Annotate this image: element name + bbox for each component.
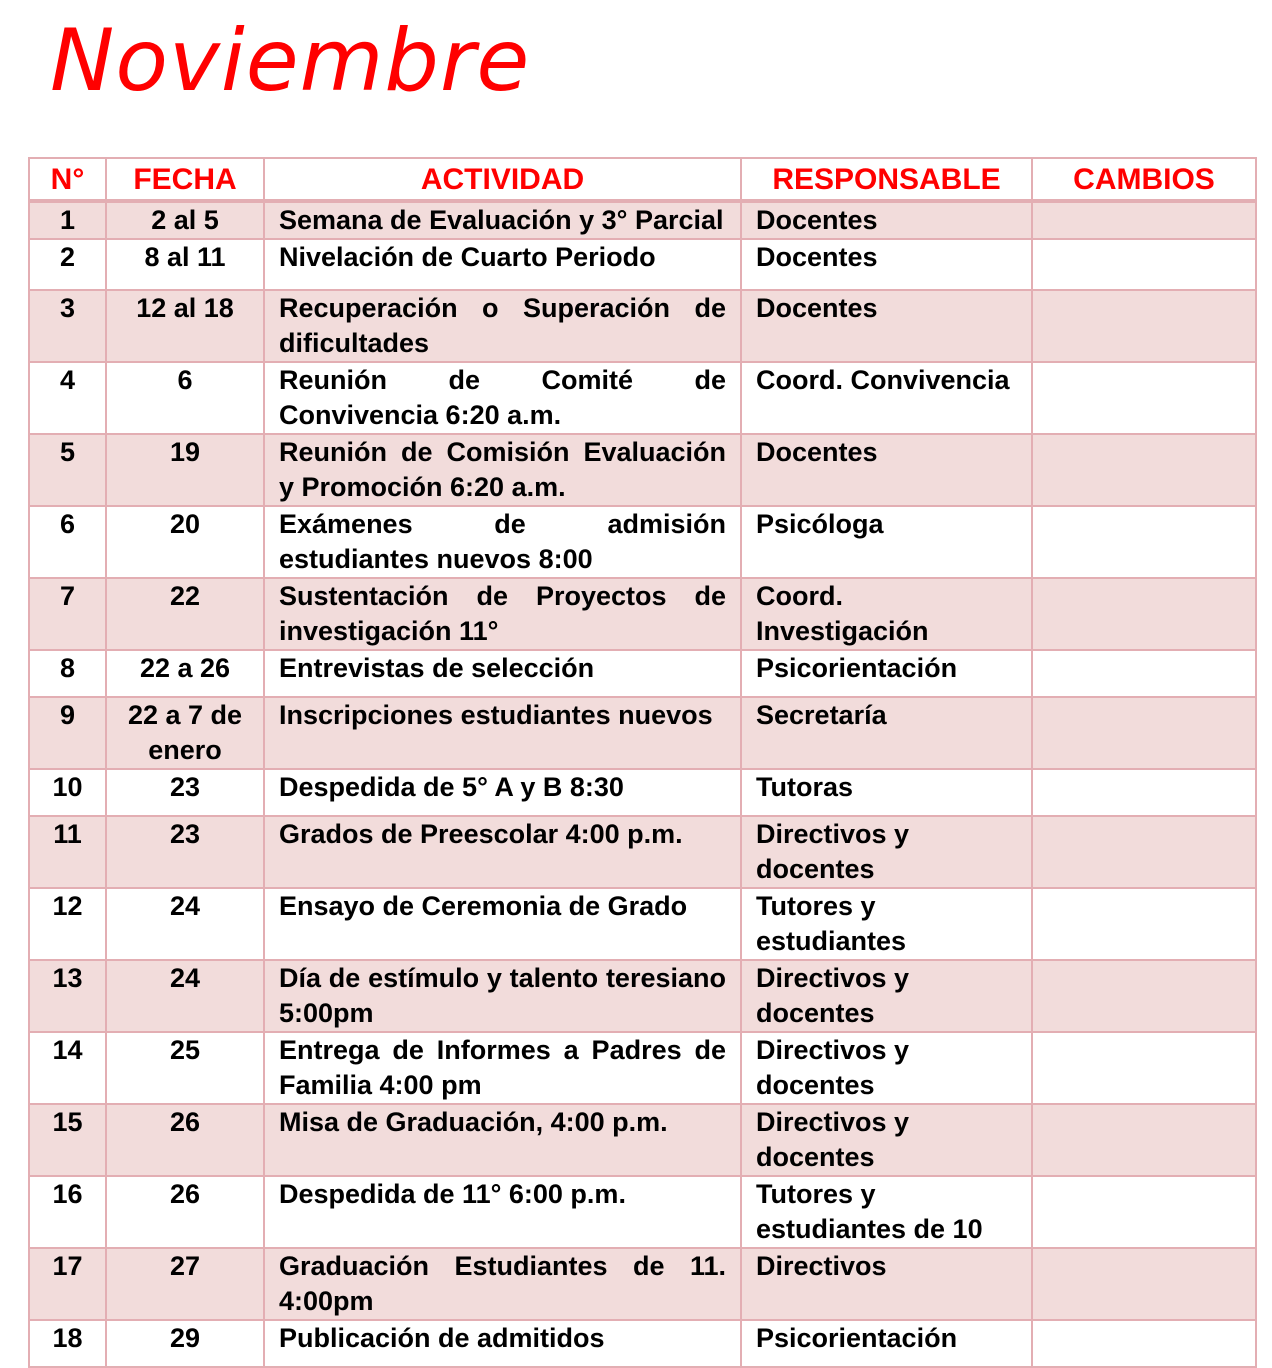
- cell-responsible: Directivos y docentes: [741, 1032, 1032, 1104]
- cell-num: 17: [29, 1248, 106, 1320]
- cell-responsible: Tutores y estudiantes de 10: [741, 1176, 1032, 1248]
- cell-activity: Publicación de admitidos: [264, 1320, 741, 1367]
- cell-date: 19: [106, 434, 264, 506]
- table-row: [29, 816, 1256, 888]
- cell-changes: [1032, 888, 1256, 960]
- header-changes: CAMBIOS: [1032, 158, 1256, 201]
- cell-num: 14: [29, 1032, 106, 1104]
- cell-changes: [1032, 578, 1256, 650]
- cell-activity: Reunión de Comité de Convivencia 6:20 a.m.: [264, 362, 741, 434]
- table-row: [29, 506, 1256, 578]
- cell-changes: [1032, 1032, 1256, 1104]
- table-row: [29, 650, 1256, 697]
- cell-date: 23: [106, 816, 264, 888]
- cell-num: 9: [29, 697, 106, 769]
- cell-num: 10: [29, 769, 106, 816]
- table-row: [29, 362, 1256, 434]
- cell-num: 15: [29, 1104, 106, 1176]
- cell-responsible: Directivos y docentes: [741, 960, 1032, 1032]
- cell-activity: Recuperación o Superación de dificultades: [264, 290, 741, 362]
- header-responsible: RESPONSABLE: [741, 158, 1032, 201]
- cell-num: 3: [29, 290, 106, 362]
- cell-responsible: Docentes: [741, 201, 1032, 239]
- table-row: [29, 769, 1256, 816]
- cell-changes: [1032, 201, 1256, 239]
- cell-responsible: Docentes: [741, 434, 1032, 506]
- cell-num: 2: [29, 239, 106, 290]
- table-row: [29, 434, 1256, 506]
- cell-num: 5: [29, 434, 106, 506]
- cell-date: 22: [106, 578, 264, 650]
- table-row: [29, 290, 1256, 362]
- cell-num: 8: [29, 650, 106, 697]
- table-row: [29, 578, 1256, 650]
- cell-changes: [1032, 506, 1256, 578]
- cell-date: 6: [106, 362, 264, 434]
- cell-responsible: Psicóloga: [741, 506, 1032, 578]
- cell-activity: Grados de Preescolar 4:00 p.m.: [264, 816, 741, 888]
- cell-date: 12 al 18: [106, 290, 264, 362]
- cell-date: 29: [106, 1320, 264, 1367]
- header-num: N°: [29, 158, 106, 201]
- cell-activity: Día de estímulo y talento teresiano 5:00pm: [264, 960, 741, 1032]
- cell-responsible: Psicorientación: [741, 1320, 1032, 1367]
- cell-changes: [1032, 1248, 1256, 1320]
- table-row: [29, 697, 1256, 769]
- table-row: [29, 239, 1256, 290]
- cell-responsible: Directivos: [741, 1248, 1032, 1320]
- cell-changes: [1032, 769, 1256, 816]
- table-row: [29, 960, 1256, 1032]
- cell-activity: Sustentación de Proyectos de investigación 11°: [264, 578, 741, 650]
- cell-activity: Exámenes de admisión estudiantes nuevos 8:00: [264, 506, 741, 578]
- cell-changes: [1032, 362, 1256, 434]
- cell-changes: [1032, 697, 1256, 769]
- cell-responsible: Coord. Investigación: [741, 578, 1032, 650]
- cell-date: 26: [106, 1176, 264, 1248]
- cell-num: 12: [29, 888, 106, 960]
- cell-responsible: Psicorientación: [741, 650, 1032, 697]
- cell-num: 11: [29, 816, 106, 888]
- cell-activity: Graduación Estudiantes de 11. 4:00pm: [264, 1248, 741, 1320]
- cell-num: 7: [29, 578, 106, 650]
- cell-changes: [1032, 816, 1256, 888]
- schedule-table: [28, 157, 1257, 1368]
- cell-date: 27: [106, 1248, 264, 1320]
- header-date: FECHA: [106, 158, 264, 201]
- cell-responsible: Docentes: [741, 290, 1032, 362]
- cell-activity: Inscripciones estudiantes nuevos: [264, 697, 741, 769]
- cell-changes: [1032, 1104, 1256, 1176]
- cell-date: 24: [106, 960, 264, 1032]
- cell-num: 16: [29, 1176, 106, 1248]
- cell-activity: Nivelación de Cuarto Periodo: [264, 239, 741, 290]
- cell-responsible: Docentes: [741, 239, 1032, 290]
- table-row: [29, 888, 1256, 960]
- table-row: [29, 1320, 1256, 1367]
- cell-responsible: Directivos y docentes: [741, 816, 1032, 888]
- cell-activity: Semana de Evaluación y 3° Parcial: [264, 201, 741, 239]
- cell-activity: Despedida de 11° 6:00 p.m.: [264, 1176, 741, 1248]
- table-row: [29, 1032, 1256, 1104]
- cell-changes: [1032, 1320, 1256, 1367]
- cell-activity: Entrega de Informes a Padres de Familia 4:00 pm: [264, 1032, 741, 1104]
- table-row: [29, 1104, 1256, 1176]
- cell-date: 22 a 26: [106, 650, 264, 697]
- cell-date: 20: [106, 506, 264, 578]
- page-title: Noviembre: [50, 11, 531, 111]
- cell-num: 13: [29, 960, 106, 1032]
- cell-num: 18: [29, 1320, 106, 1367]
- cell-date: 26: [106, 1104, 264, 1176]
- cell-activity: Reunión de Comisión Evaluación y Promoción 6:20 a.m.: [264, 434, 741, 506]
- table-row: [29, 201, 1256, 239]
- cell-changes: [1032, 650, 1256, 697]
- cell-activity: Despedida de 5° A y B 8:30: [264, 769, 741, 816]
- cell-changes: [1032, 239, 1256, 290]
- cell-date: 25: [106, 1032, 264, 1104]
- cell-responsible: Secretaría: [741, 697, 1032, 769]
- cell-activity: Misa de Graduación, 4:00 p.m.: [264, 1104, 741, 1176]
- cell-num: 6: [29, 506, 106, 578]
- cell-changes: [1032, 1176, 1256, 1248]
- header-row: [29, 158, 1256, 201]
- cell-num: 4: [29, 362, 106, 434]
- cell-date: 23: [106, 769, 264, 816]
- table-row: [29, 1248, 1256, 1320]
- table-row: [29, 1176, 1256, 1248]
- cell-num: 1: [29, 201, 106, 239]
- cell-activity: Ensayo de Ceremonia de Grado: [264, 888, 741, 960]
- cell-responsible: Tutores y estudiantes: [741, 888, 1032, 960]
- cell-changes: [1032, 434, 1256, 506]
- cell-changes: [1032, 960, 1256, 1032]
- cell-date: 8 al 11: [106, 239, 264, 290]
- cell-activity: Entrevistas de selección: [264, 650, 741, 697]
- cell-date: 2 al 5: [106, 201, 264, 239]
- cell-responsible: Coord. Convivencia: [741, 362, 1032, 434]
- cell-changes: [1032, 290, 1256, 362]
- cell-date: 24: [106, 888, 264, 960]
- header-activity: ACTIVIDAD: [264, 158, 741, 201]
- cell-responsible: Tutoras: [741, 769, 1032, 816]
- cell-responsible: Directivos y docentes: [741, 1104, 1032, 1176]
- cell-date: 22 a 7 de enero: [106, 697, 264, 769]
